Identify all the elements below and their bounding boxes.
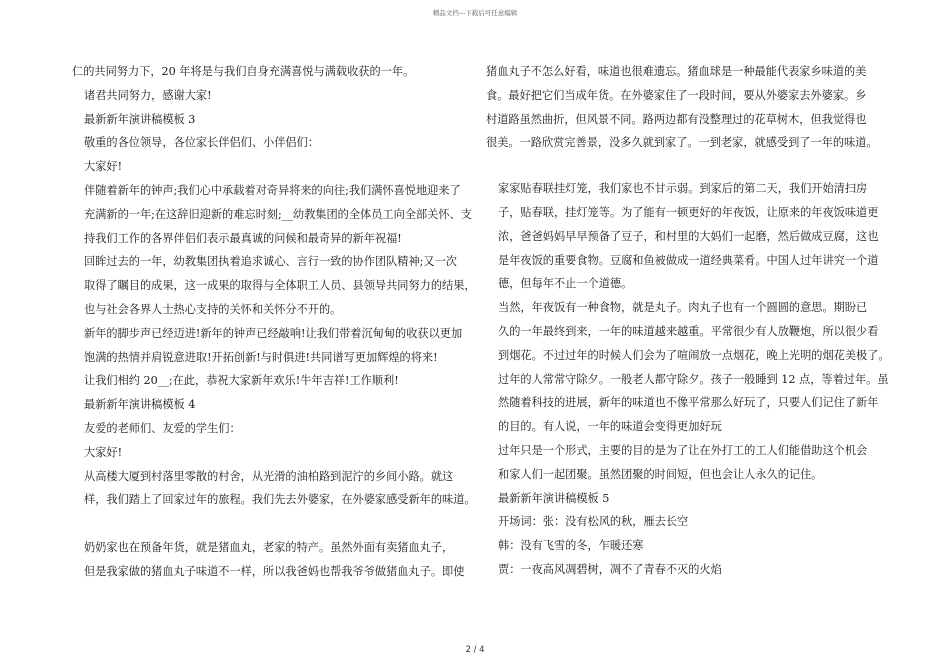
paragraph [486, 510, 878, 534]
paragraph [486, 439, 878, 487]
paragraph [72, 536, 464, 584]
paragraph [486, 296, 890, 439]
text-line: 大家好! [84, 160, 123, 174]
text-line: 仁的共同努力下，20 年将是与我们自身充满喜悦与满载收获的一年。 [72, 65, 415, 78]
paragraph [486, 534, 878, 558]
paragraph [72, 441, 464, 465]
text-line: 猪血丸子不怎么好看，味道也很难遗忘。猪血球是一种最能代表家乡味道的美 [486, 65, 867, 78]
text-line: 最新新年演讲稿模板 5 [498, 491, 610, 505]
text-line: 当然，年夜饭有一种食物，就是丸子。肉丸子也有一个圆圆的意思。期盼已 [498, 301, 868, 315]
paragraph [72, 179, 472, 250]
text-line: 韩：没有飞雪的冬，乍暖还寒 [498, 539, 644, 553]
page-header: 精品文档---下载后可任意编辑 [432, 9, 518, 17]
text-line: 是年夜饭的重要食物。豆腐和鱼被做成一道经典菜肴。中国人过年讲究一个道 [498, 253, 879, 267]
text-line: 取得了瞩目的成果，这一成果的取得与全体职工人员、县领导共同努力的结果， [84, 279, 476, 293]
text-line: 很美。一路欣赏完善景，没多久就到家了。一到老家，就感受到了一年的味道。 [486, 136, 878, 150]
text-line: 让我们相约 20__;在此，恭祝大家新年欢乐!牛年吉祥!工作顺利! [84, 374, 399, 388]
text-line: 持我们工作的各界伴侣们表示最真诚的问候和最奇异的新年祝福! [84, 231, 402, 245]
paragraph [486, 60, 878, 155]
text-line: 家家贴春联挂灯笼，我们家也不甘示弱。到家后的第二天，我们开始清扫房 [498, 182, 868, 196]
page-number: 2 / 4 [465, 645, 485, 655]
text-line: 德，但每年不止一个道德。 [498, 277, 633, 291]
text-line: 然随着科技的进展，新年的味道也不像平常那么好玩了，只要人们记住了新年 [498, 396, 879, 410]
text-line: 贾：一夜高风凋碧树，凋不了青春不灭的火焰 [498, 562, 722, 576]
text-line: 饱满的热情并肩锐意进取!开拓创新!与时俱进!共同谱写更加辉煌的将来! [84, 350, 438, 364]
text-line: 也与社会各界人士热心支持的关怀和关怀分不开的。 [84, 302, 342, 316]
text-line: 但是我家做的猪血丸子味道不一样，所以我爸妈也帮我爷爷做猪血丸子。即使 [84, 564, 465, 578]
text-line: 回眸过去的一年，幼教集团执着追求诚心、言行一致的协作团队精神;又一次 [84, 255, 457, 269]
text-line: 和家人们一起团聚。虽然团聚的时间短，但也会让人永久的记住。 [498, 467, 823, 481]
text-line: 充满新的一年;在这辞旧迎新的难忘时刻;__幼教集团的全体员工向全部关怀、支 [84, 207, 472, 221]
text-line: 的目的。有人说，一年的味道会变得更加好玩 [498, 420, 722, 434]
text-line: 样，我们踏上了回家过年的旅程。我们先去外婆家，在外婆家感受新年的味道。 [84, 493, 476, 507]
text-line: 伴随着新年的钟声;我们心中承载着对奇异将来的向往;我们满怀喜悦地迎来了 [84, 183, 461, 197]
paragraph [486, 177, 878, 296]
text-line: 最新新年演讲稿模板 4 [84, 398, 196, 412]
paragraph [72, 322, 464, 370]
text-line: 到烟花。不过过年的时候人们会为了喧闹放一点烟花，晚上光明的烟花美极了。 [498, 348, 890, 362]
paragraph [72, 155, 464, 179]
paragraph [72, 417, 464, 441]
text-line: 过年的人常常守除夕。一般老人都守除夕。孩子一般睡到 12 点，等着过年。虽 [498, 372, 889, 386]
text-line: 新年的脚步声已经迈进!新年的钟声已经敲响!让我们带着沉甸甸的收获以更加 [84, 326, 463, 340]
paragraph [486, 558, 878, 582]
text-line: 奶奶家也在预备年货，就是猪血丸，老家的特产。虽然外面有卖猪血丸子， [84, 541, 454, 555]
text-line: 食。最好把它们当成年货。在外婆家住了一段时间，要从外婆家去外婆家。乡 [486, 88, 867, 102]
text-line: 友爱的老师们、友爱的学生们： [84, 421, 241, 435]
paragraph [72, 250, 476, 321]
paragraph [72, 393, 464, 417]
right-column [486, 60, 890, 582]
text-line: 诸君共同努力，感谢大家! [84, 88, 212, 102]
text-line: 开场词：张：没有松风的秋，雁去长空 [498, 515, 689, 529]
paragraph [72, 84, 464, 108]
text-line: 子，贴春联，挂灯笼等。为了能有一顿更好的年夜饭，让原来的年夜饭味道更 [498, 205, 879, 219]
text-line: 村道路虽然曲折，但风景不同。路两边都有没整理过的花草树木，但我觉得也 [486, 112, 867, 126]
text-line: 过年只是一个形式，主要的目的是为了让在外打工的工人们能借助这个机会 [498, 443, 868, 457]
text-line: 最新新年演讲稿模板 3 [84, 112, 196, 126]
paragraph [72, 465, 476, 513]
paragraph [72, 131, 464, 155]
left-column [72, 60, 476, 584]
text-line: 久的一年最终到来，一年的味道越来越重。平常很少有人放鞭炮，所以很少看 [498, 324, 879, 338]
paragraph [72, 60, 464, 84]
text-line: 浓，爸爸妈妈早早预备了豆子，和村里的大妈们一起磨，然后做成豆腐，这也 [498, 229, 879, 243]
text-line: 敬重的各位领导，各位家长伴侣们、小伴侣们： [84, 136, 319, 150]
text-line: 大家好! [84, 445, 123, 459]
paragraph [486, 487, 878, 511]
text-line: 从高楼大厦到村落里零散的村舍，从光滑的油柏路到泥泞的乡间小路。就这 [84, 469, 454, 483]
paragraph [72, 108, 464, 132]
paragraph [72, 369, 464, 393]
